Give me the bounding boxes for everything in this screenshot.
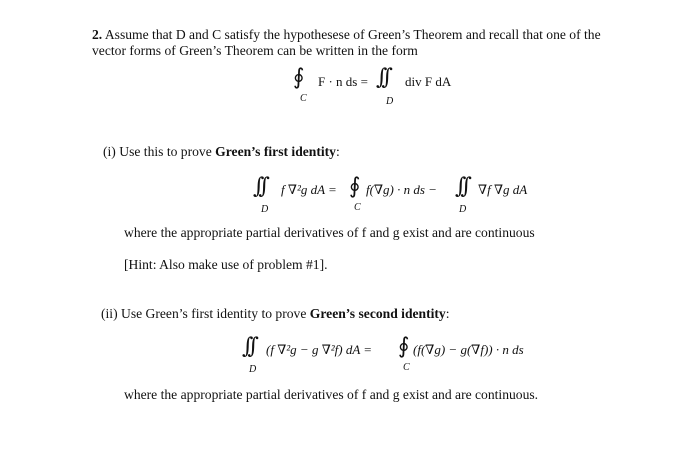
contour-integral-symbol: ∮ [293,65,305,90]
double-integral-subscript: D [386,96,394,107]
part-i-bold-term: Green’s first identity [215,144,336,159]
eq-main-lhs: F · n ds = [318,74,368,89]
part-ii-bold-term: Green’s second identity [309,306,446,321]
second-identity-contour-integral: ∮ [398,334,410,359]
first-identity-contour-integral: ∮ [349,174,361,199]
part-ii-label: (ii) [101,306,118,321]
part-ii-heading [101,305,450,322]
first-identity-sub-2: C [354,202,361,213]
part-i-colon: : [335,144,340,159]
part-ii-colon: : [445,306,450,321]
eq-main-rhs: div F dA [405,74,452,89]
first-identity-double-integral-2: ∫∫ [455,174,466,199]
problem-intro-line1 [92,26,601,43]
first-identity-sub-1: D [261,204,269,215]
second-identity-sub-1: D [249,364,257,375]
second-identity-sub-2: C [403,362,410,373]
part-i-text: Use this to prove [119,144,212,159]
second-identity-double-integral: ∫∫ [242,334,253,359]
part-i-where-text: where the appropriate partial derivatives of f and g exist and are continuous [124,225,535,240]
part-ii-where-text: where the appropriate partial derivatives of f and g exist and are continuous. [124,387,539,402]
part-ii-text: Use Green’s first identity to prove [121,306,307,321]
part-i-heading [103,143,340,160]
first-identity-term-1: f ∇²g dA = [281,182,337,197]
first-identity-double-integral-1: ∫∫ [253,174,264,199]
part-i-label: (i) [103,144,116,159]
second-identity-term-1: (f ∇²g − g ∇²f) dA = [266,342,373,357]
first-identity-sub-3: D [459,204,467,215]
problem-number: 2. [92,27,103,42]
part-i-hint: [Hint: Also make use of problem #1]. [124,257,328,272]
intro-text-1: Assume that D and C satisfy the hypothesese of Green’s Theorem and recall that one of the [104,27,601,42]
first-identity-term-2: f(∇g) · n ds − [366,182,437,197]
second-identity-term-2: (f(∇g) − g(∇f)) · n ds [413,342,524,357]
first-identity-term-3: ∇f ∇g dA [478,182,528,197]
double-integral-symbol: ∫∫ [376,65,387,90]
problem-intro-line2: vector forms of Green’s Theorem can be written in the form [92,43,418,58]
contour-subscript: C [300,93,307,104]
